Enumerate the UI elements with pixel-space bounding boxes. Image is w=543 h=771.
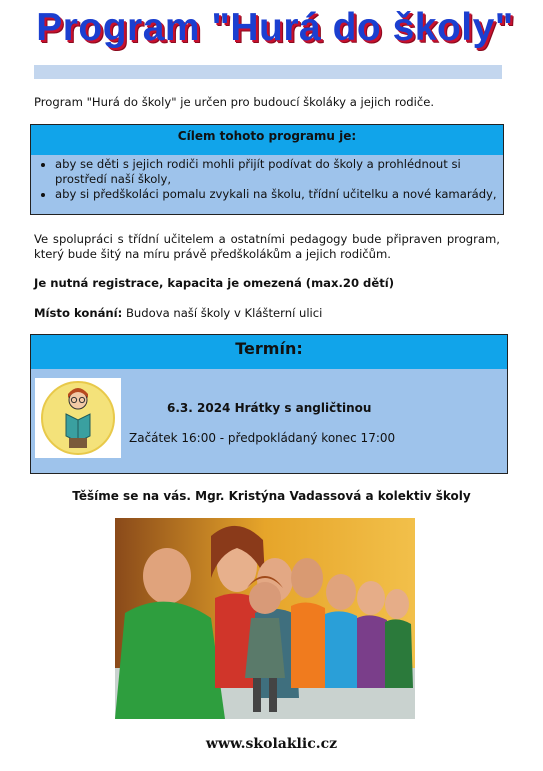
- intro-text: Program "Hurá do školy" je určen pro budoucí školáky a jejich rodiče.: [34, 95, 435, 109]
- closing-greeting: Těšíme se na vás. Mgr. Kristýna Vadassová a kolektiv školy: [72, 489, 471, 503]
- website-url[interactable]: www.skolaklic.cz: [205, 736, 338, 752]
- event-time: Začátek 16:00 - předpokládaný konec 17:00: [129, 431, 396, 445]
- term-heading: Termín:: [31, 335, 507, 369]
- title-divider-bar: [34, 65, 502, 79]
- reading-child-logo-icon: [35, 378, 121, 458]
- children-group-photo-icon: [115, 518, 415, 719]
- cooperation-text: Ve spolupráci s třídní učitelem a ostatními pedagogy bude připraven program, který bude šitý na míru právě předškolákům a jejich rodičům.: [34, 232, 500, 261]
- registration-note: Je nutná registrace, kapacita je omezená (max.20 dětí): [34, 276, 395, 290]
- goal-heading: Cílem tohoto programu je:: [31, 125, 503, 155]
- goal-box: [30, 124, 504, 215]
- place-line: [34, 306, 322, 320]
- place-value: Budova naší školy v Klášterní ulici: [125, 306, 323, 320]
- goal-item: • aby se děti s jejich rodiči mohli přijít podívat do školy a prohlédnout si prostředí naší školy,: [55, 157, 503, 187]
- page-title: Program "Hurá do školy": [36, 6, 514, 49]
- place-label: Místo konání:: [34, 306, 123, 320]
- children-photo: [115, 518, 415, 719]
- event-title: 6.3. 2024 Hrátky s angličtinou: [167, 401, 372, 415]
- goal-list: [31, 155, 503, 202]
- goal-item: • aby si předškoláci pomalu zvykali na školu, třídní učitelku a nové kamarády,: [55, 187, 503, 202]
- term-box: [30, 334, 508, 474]
- program-logo: [35, 378, 121, 458]
